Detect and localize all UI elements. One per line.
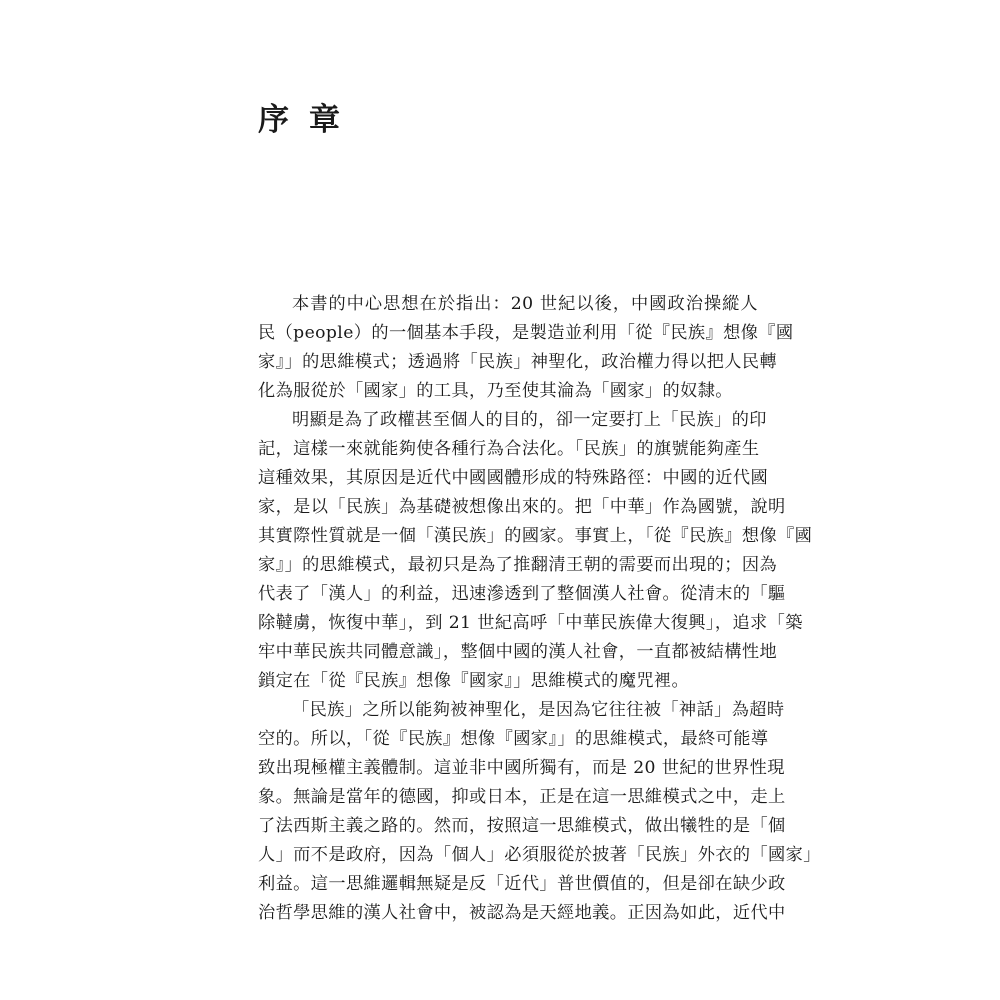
text-line: 明顯是為了政權甚至個人的目的，卻一定要打上「民族」的印 <box>292 410 767 430</box>
text-line: 家，是以「民族」為基礎被想像出來的。把「中華」作為國號，說明 <box>258 497 786 517</box>
text-line: 民（people）的一個基本手段，是製造並利用「從『民族』想像『國 <box>258 323 794 343</box>
paragraph-1 <box>258 290 794 406</box>
text-line: 這種效果，其原因是近代中國國體形成的特殊路徑：中國的近代國 <box>258 468 769 488</box>
text-line: 利益。這一思維邏輯無疑是反「近代」普世價值的，但是卻在缺少政 <box>258 874 786 894</box>
text-line: 人」而不是政府，因為「個人」必須服從於披著「民族」外衣的「國家」 <box>258 845 821 865</box>
text-line: 代表了「漢人」的利益，迅速滲透到了整個漢人社會。從清末的「驅 <box>258 584 786 604</box>
chapter-title: 序章 <box>258 102 360 138</box>
text-line: 致出現極權主義體制。這並非中國所獨有，而是 20 世紀的世界性現 <box>258 758 785 778</box>
text-line: 象。無論是當年的德國，抑或日本，正是在這一思維模式之中，走上 <box>258 787 786 807</box>
text-line: 「民族」之所以能夠被神聖化，是因為它往往被「神話」為超時 <box>292 700 785 720</box>
text-line: 空的。所以，「從『民族』想像『國家』」的思維模式，最終可能導 <box>258 729 769 749</box>
text-line: 除韃虜，恢復中華」，到 21 世紀高呼「中華民族偉大復興」，追求「築 <box>258 613 803 633</box>
text-line: 化為服從於「國家」的工具，乃至使其淪為「國家」的奴隸。 <box>258 381 733 401</box>
text-line: 牢中華民族共同體意識」，整個中國的漢人社會，一直都被結構性地 <box>258 642 778 662</box>
text-line: 家』」的思維模式，最初只是為了推翻清王朝的需要而出現的；因為 <box>258 555 778 575</box>
text-line: 記，這樣一來就能夠使各種行為合法化。「民族」的旗號能夠產生 <box>258 439 760 459</box>
text-line: 家』」的思維模式；透過將「民族」神聖化，政治權力得以把人民轉 <box>258 352 778 372</box>
paragraph-3 <box>258 696 821 928</box>
paragraph-2 <box>258 406 813 696</box>
text-line: 了法西斯主義之路的。然而，按照這一思維模式，做出犧牲的是「個 <box>258 816 786 836</box>
body-text <box>258 290 821 928</box>
text-line: 治哲學思維的漢人社會中，被認為是天經地義。正因為如此，近代中 <box>258 903 786 923</box>
text-line: 本書的中心思想在於指出：20 世紀以後，中國政治操縱人 <box>292 294 758 314</box>
text-line: 其實際性質就是一個「漢民族」的國家。事實上，「從『民族』想像『國 <box>258 526 813 546</box>
text-line: 鎖定在「從『民族』想像『國家』」思維模式的魔咒裡。 <box>258 671 690 691</box>
